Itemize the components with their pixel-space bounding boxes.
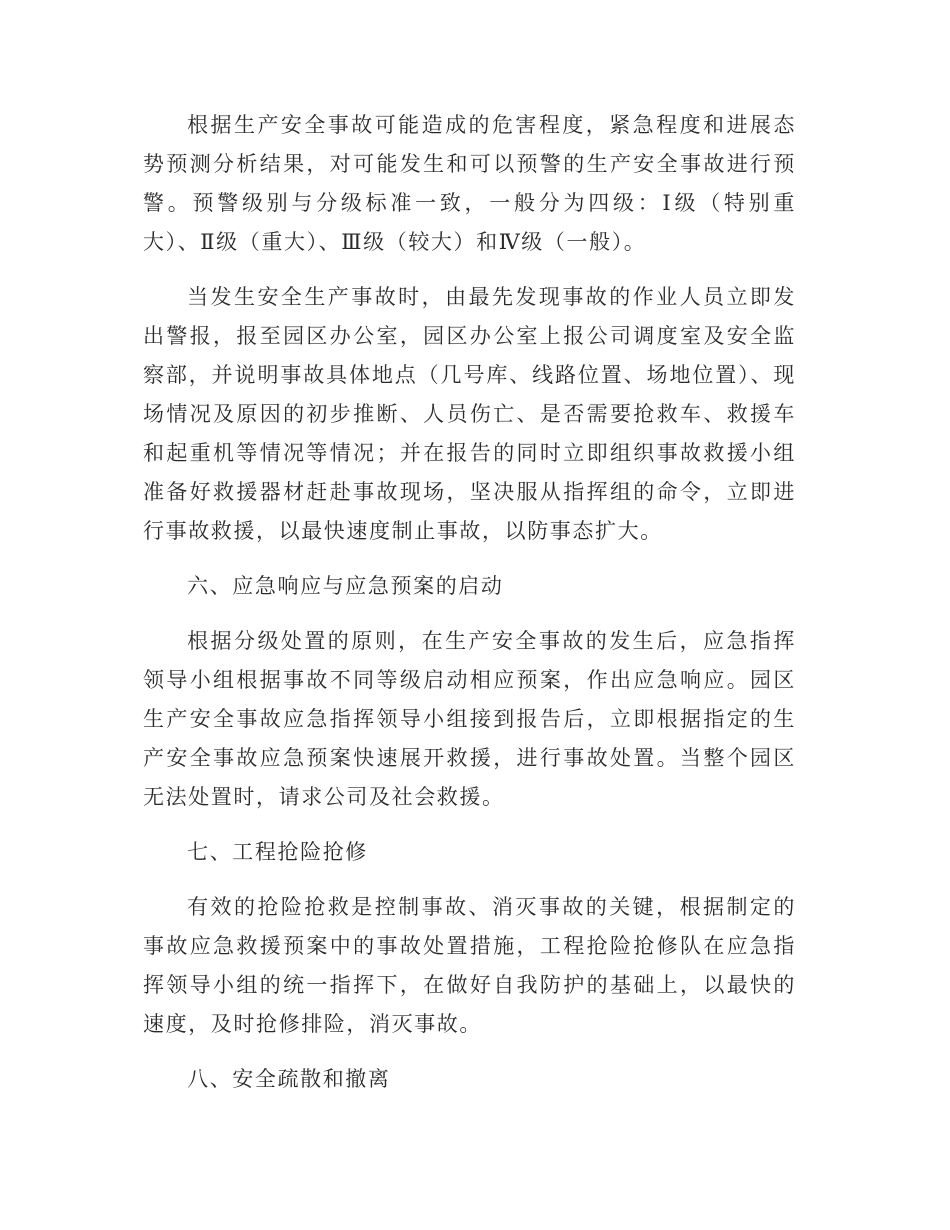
paragraph-rescue-repair: 有效的抢险抢救是控制事故、消灭事故的关键，根据制定的事故应急救援预案中的事故处置措施，工程抢险抢修队在应急指挥领导小组的统一指挥下，在做好自我防护的基础上，以最快的速度，及时抢修排险，消灭事故。 <box>143 895 796 1036</box>
paragraph-accident-reporting: 当发生安全生产事故时，由最先发现事故的作业人员立即发出警报，报至园区办公室，园区办公室上报公司调度室及安全监察部，并说明事故具体地点（几号库、线路位置、场地位置）、现场情况及原因的初步推断、人员伤亡、是否需要抢救车、救援车和起重机等情况等情况；并在报告的同时立即组织事故救援小组准备好救援器材赶赴事故现场，坚决服从指挥组的命令，立即进行事故救援，以最快速度制止事故，以防事态扩大。 <box>143 285 796 543</box>
section-heading-rescue-repair: 七、工程抢险抢修 <box>187 840 368 864</box>
document-body <box>143 106 796 1115</box>
paragraph-warning-levels: 根据生产安全事故可能造成的危害程度，紧急程度和进展态势预测分析结果，对可能发生和可以预警的生产安全事故进行预警。预警级别与分级标准一致，一般分为四级：Ⅰ级（特别重大）、Ⅱ级（重大）、Ⅲ级（较大）和Ⅳ级（一般）。 <box>143 113 796 254</box>
section-heading-emergency-response: 六、应急响应与应急预案的启动 <box>187 574 504 598</box>
paragraph-emergency-response: 根据分级处置的原则，在生产安全事故的发生后，应急指挥领导小组根据事故不同等级启动相应预案，作出应急响应。园区生产安全事故应急指挥领导小组接到报告后，立即根据指定的生产安全事故应急预案快速展开救援，进行事故处置。当整个园区无法处置时，请求公司及社会救援。 <box>143 629 796 809</box>
section-heading-evacuation: 八、安全疏散和撤离 <box>187 1067 391 1091</box>
